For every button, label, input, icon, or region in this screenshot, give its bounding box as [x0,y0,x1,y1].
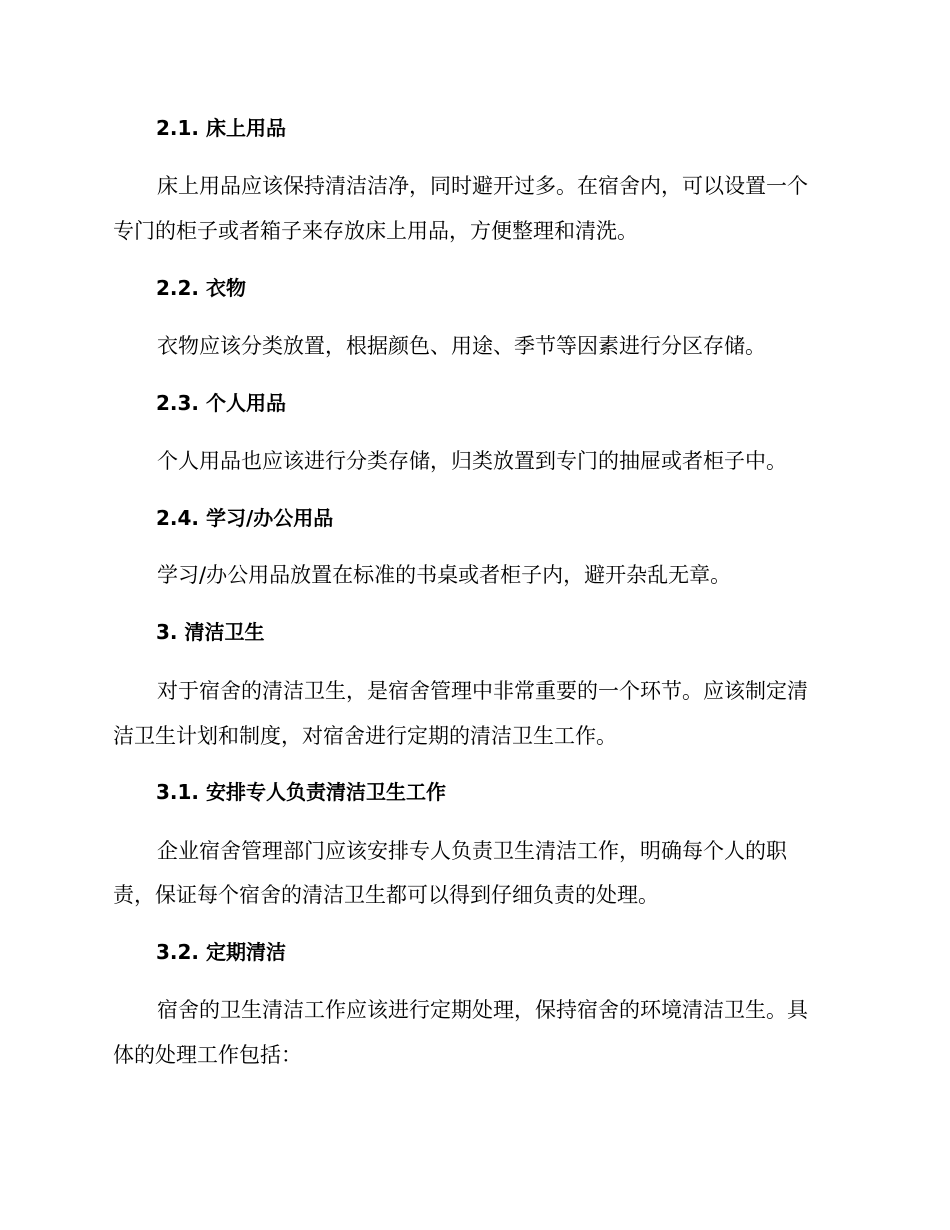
paragraph-line: 床上用品应该保持清洁洁净，同时避开过多。在宿舍内，可以设置一个 [157,174,808,198]
paragraph-line: 洁卫生计划和制度，对宿舍进行定期的清洁卫生工作。 [113,724,617,748]
paragraph-line: 责，保证每个宿舍的清洁卫生都可以得到仔细负责的处理。 [113,883,659,907]
section-heading-2-3: 2.3. 个人用品 [156,391,286,415]
paragraph-line: 衣物应该分类放置，根据颜色、用途、季节等因素进行分区存储。 [157,334,766,358]
section-heading-2-4: 2.4. 学习/办公用品 [156,506,334,530]
section-heading-3-1: 3.1. 安排专人负责清洁卫生工作 [156,780,446,804]
paragraph-line: 对于宿舍的清洁卫生，是宿舍管理中非常重要的一个环节。应该制定清 [157,679,808,703]
section-heading-3-2: 3.2. 定期清洁 [156,940,286,964]
paragraph-line: 企业宿舍管理部门应该安排专人负责卫生清洁工作，明确每个人的职 [157,839,787,863]
paragraph-line: 专门的柜子或者箱子来存放床上用品，方便整理和清洗。 [113,219,638,243]
section-heading-3: 3. 清洁卫生 [156,620,265,644]
paragraph-line: 体的处理工作包括： [113,1043,302,1067]
paragraph-line: 个人用品也应该进行分类存储，归类放置到专门的抽屉或者柜子中。 [157,449,787,473]
paragraph-line: 宿舍的卫生清洁工作应该进行定期处理，保持宿舍的环境清洁卫生。具 [157,998,808,1022]
section-heading-2-1: 2.1. 床上用品 [156,116,286,140]
paragraph-line: 学习/办公用品放置在标准的书桌或者柜子内，避开杂乱无章。 [157,563,732,587]
section-heading-2-2: 2.2. 衣物 [156,276,246,300]
